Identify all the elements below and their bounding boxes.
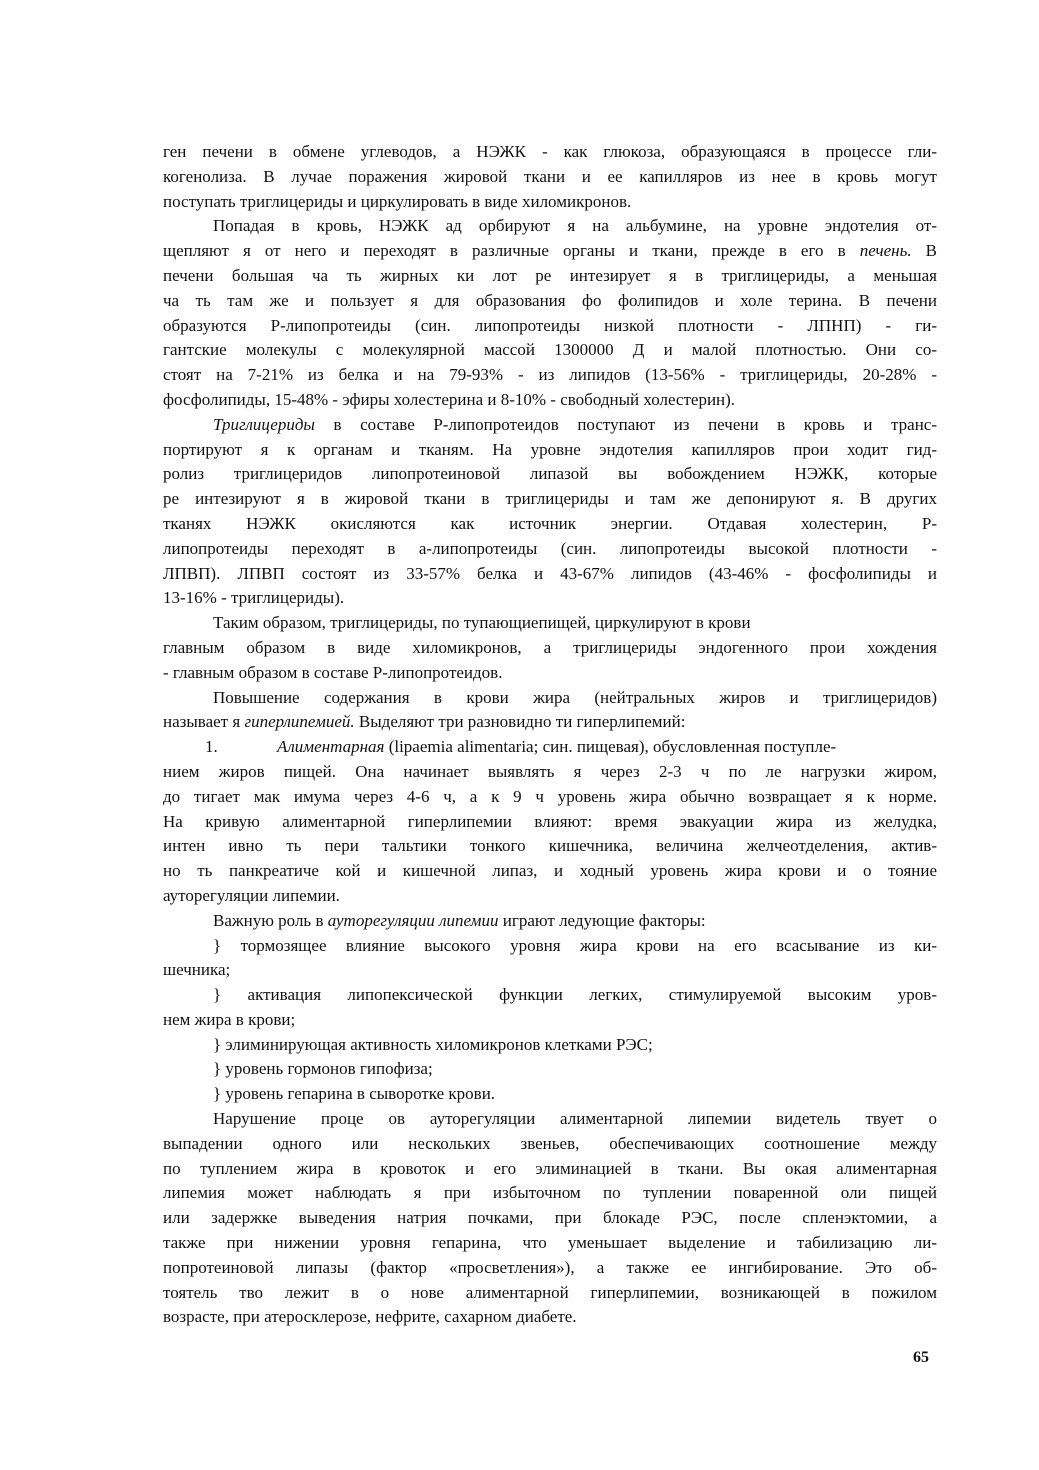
list-item-1: 1. Алиментарная (lipaemia alimentaria; син. пищевая), обусловленная поступле- <box>163 735 937 760</box>
text-line: образуются Р-липопротеиды (син. липопротеиды низкой плотности - ЛПНП) - ги- <box>163 315 937 335</box>
italic-term: ауторегуляции липемии <box>327 910 499 930</box>
text-line: Повышение содержания в крови жира (нейтральных жиров и триглицеридов) <box>213 687 937 707</box>
text-line: также при нижении уровня гепарина, что уменьшает выделение и табилизацию ли- <box>163 1233 937 1253</box>
text-line: поступать триглицериды и циркулировать в виде хиломикронов. <box>163 191 632 211</box>
text-line: или задержке выведения натрия почками, при блокаде РЭС, после спленэктомии, а <box>163 1208 937 1228</box>
text-line: ген печени в обмене углеводов, а НЭЖК - как глюкоза, образующаяся в процессе гли- <box>163 142 937 161</box>
text-line: - главным образом в составе Р-липопротеидов. <box>163 662 503 682</box>
text-line: липемия может наблюдать я при избыточном по туплении поваренной оли пищей <box>163 1183 937 1203</box>
italic-term: гиперлипемией. <box>244 712 355 732</box>
italic-term: Триглицериды <box>213 414 315 434</box>
text-line: ча ть там же и пользует я для образования фо фолипидов и холе терина. В печени <box>163 290 937 310</box>
text-line: липопротеиды переходят в а-липопротеиды (син. липопротеиды высокой плотности - <box>163 538 937 558</box>
bullet-item: } тормозящее влияние высокого уровня жира крови на его всасывание из ки- <box>213 935 937 955</box>
text-line: ЛПВП). ЛПВП состоят из 33-57% белка и 43-67% липидов (43-46% - фосфолипиды и <box>163 563 937 583</box>
bullet-item: } уровень гормонов гипофиза; <box>213 1059 433 1079</box>
text-line: когенолиза. В лучае поражения жировой ткани и ее капилляров из нее в кровь могут <box>163 166 937 186</box>
text-line: тканях НЭЖК окисляются как источник энергии. Отдавая холестерин, Р- <box>163 513 937 533</box>
text-line: по туплением жира в кровоток и его элиминацией в ткани. Вы окая алиментарная <box>163 1158 937 1178</box>
text-line: главным образом в виде хиломикронов, а триглицериды эндогенного прои хождения <box>163 637 937 657</box>
text-line: стоят на 7-21% из белка и на 79-93% - из липидов (13-56% - триглицериды, 20-28% - <box>163 365 937 385</box>
bullet-item: } уровень гепарина в сыворотке крови. <box>213 1084 496 1104</box>
text-line: Таким образом, триглицериды, по тупающиепищей, циркулируют в крови <box>213 613 751 633</box>
text-line: Нарушение проце ов ауторегуляции алиментарной липемии видетель твует о <box>213 1109 937 1129</box>
text-line: шечника; <box>163 960 231 980</box>
text-line: На кривую алиментарной гиперлипемии влияют: время эвакуации жира из желудка, <box>163 811 937 831</box>
italic-term: Алиментарная <box>277 737 385 757</box>
text-line: печени большая ча ть жирных ки лот ре интезирует я в триглицериды, а меньшая <box>163 265 937 285</box>
text-line: но ть панкреатиче кой и кишечной липаз, и ходный уровень жира крови и о тояние <box>163 861 937 881</box>
text-line: щепляют я от него и переходят в различные органы и ткани, прежде в его в печень. В <box>163 241 937 261</box>
text-line: 13-16% - триглицериды). <box>163 588 345 608</box>
text-line: нием жиров пищей. Она начинает выявлять я через 2-3 ч по ле нагрузки жиром, <box>163 761 937 781</box>
text-line: нем жира в крови; <box>163 1009 296 1029</box>
page-body <box>163 140 937 1330</box>
text-line: попротеиновой липазы (фактор «просветления»), а также ее ингибирование. Это об- <box>163 1257 937 1277</box>
text-line: Важную роль в ауторегуляции липемии играют ледующие факторы: <box>213 910 706 930</box>
list-number: 1. <box>205 737 218 757</box>
text-line: фосфолипиды, 15-48% - эфиры холестерина и 8-10% - свободный холестерин). <box>163 389 736 409</box>
text-line: тоятель тво лежит в о нове алиментарной гиперлипемии, возникающей в пожилом <box>163 1282 937 1302</box>
text-line: называет я гиперлипемией. Выделяют три разновидно ти гиперлипемий: <box>163 712 686 732</box>
text-line: ролиз триглицеридов липопротеиновой липазой вы вобождением НЭЖК, которые <box>163 464 937 484</box>
text-line: гантские молекулы с молекулярной массой 1300000 Д и малой плотностью. Они со- <box>163 340 937 360</box>
text-line: ауторегуляции липемии. <box>163 885 340 905</box>
text-line: портируют я к органам и тканям. На уровне эндотелия капилляров прои ходит гид- <box>163 439 937 459</box>
text-line: интен ивно ть пери тальтики тонкого кишечника, величина желчеотделения, актив- <box>163 836 937 856</box>
text-line: Триглицериды в составе Р-липопротеидов поступают из печени в кровь и транс- <box>213 414 938 434</box>
text-line: Попадая в кровь, НЭЖК ад орбируют я на альбумине, на уровне эндотелия от- <box>213 216 937 236</box>
text-line: до тигает мак имума через 4-6 ч, а к 9 ч уровень жира обычно возвращает я к норме. <box>163 786 937 806</box>
italic-term: печень. <box>859 241 912 261</box>
page-number: 65 <box>913 1349 929 1366</box>
bullet-item: } активация липопексической функции легких, стимулируемой высоким уров- <box>213 985 937 1005</box>
text-line: возрасте, при атеросклерозе, нефрите, сахарном диабете. <box>163 1307 577 1327</box>
text-line: ре интезируют я в жировой ткани в триглицериды и там же депонируют я. В других <box>163 489 937 509</box>
bullet-item: } элиминирующая активность хиломикронов клетками РЭС; <box>213 1034 653 1054</box>
text-line: выпадении одного или нескольких звеньев, обеспечивающих соотношение между <box>163 1133 937 1153</box>
